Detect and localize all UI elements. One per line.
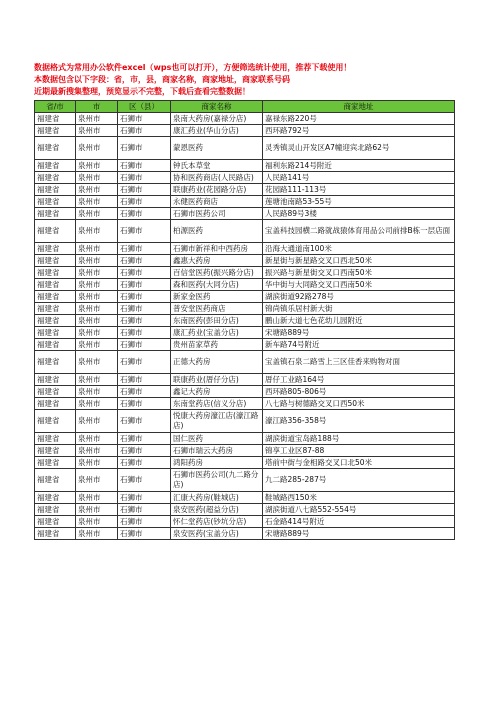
cell-merchant-name: 国仁医药 (171, 433, 263, 445)
cell-city: 泉州市 (76, 160, 118, 172)
table-row (35, 410, 455, 433)
notice-line-format: 数据格式为常用办公软件excel（wps也可以打开），方便筛选统计使用，推荐下载使用！ (34, 63, 352, 72)
cell-merchant-name: 汇康大药房(鞋城店) (171, 492, 263, 504)
table-row (35, 469, 455, 492)
cell-district: 石狮市 (118, 374, 171, 386)
cell-merchant-name: 联康药业(厝仔分店) (171, 374, 263, 386)
cell-merchant-address: 花园路111-113号 (263, 184, 455, 196)
cell-district: 石狮市 (118, 255, 171, 267)
cell-district: 石狮市 (118, 125, 171, 137)
cell-merchant-name: 柏源医药 (171, 220, 263, 243)
cell-city: 泉州市 (76, 504, 118, 516)
cell-merchant-address: 鹏山新大道七色花幼儿园附近 (263, 315, 455, 327)
cell-province: 福建省 (35, 279, 76, 291)
cell-district: 石狮市 (118, 398, 171, 410)
cell-city: 泉州市 (76, 398, 118, 410)
cell-merchant-name: 钟氏本草堂 (171, 160, 263, 172)
cell-province: 福建省 (35, 255, 76, 267)
table-row (35, 160, 455, 172)
cell-merchant-name: 新家金医药 (171, 291, 263, 303)
cell-merchant-address: 塔前中街与金相路交叉口北50米 (263, 457, 455, 469)
cell-merchant-address: 莲塘池南路53-55号 (263, 196, 455, 208)
header-merchant-address: 商家地址 (263, 101, 455, 113)
header-district: 区（县） (118, 101, 171, 113)
cell-province: 福建省 (35, 208, 76, 220)
cell-city: 泉州市 (76, 516, 118, 528)
cell-district: 石狮市 (118, 196, 171, 208)
cell-district: 石狮市 (118, 172, 171, 184)
cell-province: 福建省 (35, 184, 76, 196)
cell-province: 福建省 (35, 315, 76, 327)
notice-line-preview: 近期最新搜集整理，预览显示不完整，下载后查看完整数据！ (34, 87, 250, 96)
table-row (35, 374, 455, 386)
cell-merchant-address: 湖滨街道八七路552-554号 (263, 504, 455, 516)
table-row (35, 113, 455, 125)
table-row (35, 184, 455, 196)
table-row (35, 445, 455, 457)
cell-merchant-address: 新星街与新星路交叉口西北50米 (263, 255, 455, 267)
cell-merchant-address: 嘉禄东路220号 (263, 113, 455, 125)
cell-merchant-address: 宋塘路889号 (263, 528, 455, 540)
cell-district: 石狮市 (118, 220, 171, 243)
cell-district: 石狮市 (118, 528, 171, 540)
table-row (35, 398, 455, 410)
cell-city: 泉州市 (76, 339, 118, 351)
table-row (35, 492, 455, 504)
cell-merchant-address: 西环路805-806号 (263, 386, 455, 398)
cell-district: 石狮市 (118, 137, 171, 160)
cell-province: 福建省 (35, 516, 76, 528)
cell-merchant-name: 联康药业(花园路分店) (171, 184, 263, 196)
cell-district: 石狮市 (118, 327, 171, 339)
cell-merchant-address: 人民路89号3楼 (263, 208, 455, 220)
table-row (35, 255, 455, 267)
cell-merchant-address: 九二路285-287号 (263, 469, 455, 492)
cell-province: 福建省 (35, 160, 76, 172)
cell-merchant-address: 西环路792号 (263, 125, 455, 137)
cell-city: 泉州市 (76, 492, 118, 504)
cell-district: 石狮市 (118, 279, 171, 291)
cell-province: 福建省 (35, 113, 76, 125)
cell-city: 泉州市 (76, 528, 118, 540)
cell-merchant-name: 泉南大药房(嘉禄分店) (171, 113, 263, 125)
table-row (35, 267, 455, 279)
cell-district: 石狮市 (118, 492, 171, 504)
table-row (35, 196, 455, 208)
cell-merchant-name: 蒙恩医药 (171, 137, 263, 160)
cell-district: 石狮市 (118, 291, 171, 303)
cell-district: 石狮市 (118, 303, 171, 315)
cell-merchant-name: 鸿阳药房 (171, 457, 263, 469)
cell-province: 福建省 (35, 374, 76, 386)
cell-merchant-name: 石狮市新祥和中西药房 (171, 243, 263, 255)
cell-province: 福建省 (35, 469, 76, 492)
cell-province: 福建省 (35, 504, 76, 516)
cell-merchant-address: 沿海大通道南100米 (263, 243, 455, 255)
cell-merchant-address: 锦尚镇乐居村新大街 (263, 303, 455, 315)
cell-merchant-address: 灵秀镇灵山开发区A7幢迎宾北路62号 (263, 137, 455, 160)
cell-merchant-address: 宝盖镇石泉二路雪上三区佳香来购物对面 (263, 351, 455, 374)
cell-merchant-address: 石金路414号附近 (263, 516, 455, 528)
cell-merchant-name: 东南医药(彭田分店) (171, 315, 263, 327)
cell-city: 泉州市 (76, 410, 118, 433)
header-merchant-name: 商家名称 (171, 101, 263, 113)
cell-district: 石狮市 (118, 267, 171, 279)
table-row (35, 386, 455, 398)
cell-merchant-address: 人民路141号 (263, 172, 455, 184)
cell-district: 石狮市 (118, 504, 171, 516)
cell-district: 石狮市 (118, 410, 171, 433)
cell-city: 泉州市 (76, 457, 118, 469)
cell-merchant-name: 石狮市医药公司(九二路分店) (171, 469, 263, 492)
merchant-table (34, 100, 455, 540)
table-row (35, 279, 455, 291)
cell-merchant-address: 厝仔工业路164号 (263, 374, 455, 386)
cell-province: 福建省 (35, 339, 76, 351)
table-row (35, 457, 455, 469)
cell-district: 石狮市 (118, 516, 171, 528)
cell-merchant-name: 森和医药(大同分店) (171, 279, 263, 291)
cell-merchant-name: 泉安医药(宝盖分店) (171, 528, 263, 540)
table-row (35, 528, 455, 540)
table-row (35, 291, 455, 303)
cell-merchant-name: 协和医药商店(人民路店) (171, 172, 263, 184)
cell-merchant-address: 宝盖科技园横二路就战猿体育用品公司前排B栋一层店面 (263, 220, 455, 243)
cell-province: 福建省 (35, 327, 76, 339)
cell-province: 福建省 (35, 492, 76, 504)
table-row (35, 172, 455, 184)
cell-city: 泉州市 (76, 243, 118, 255)
notice-block (34, 62, 474, 98)
cell-province: 福建省 (35, 445, 76, 457)
cell-city: 泉州市 (76, 125, 118, 137)
cell-merchant-address: 福利东路214号附近 (263, 160, 455, 172)
cell-district: 石狮市 (118, 386, 171, 398)
cell-city: 泉州市 (76, 220, 118, 243)
cell-district: 石狮市 (118, 160, 171, 172)
cell-merchant-name: 悦康大药房濠江店(濠江路店) (171, 410, 263, 433)
cell-city: 泉州市 (76, 351, 118, 374)
table-row (35, 137, 455, 160)
table-row (35, 339, 455, 351)
table-row (35, 351, 455, 374)
cell-city: 泉州市 (76, 433, 118, 445)
cell-city: 泉州市 (76, 196, 118, 208)
cell-city: 泉州市 (76, 184, 118, 196)
cell-merchant-address: 宋塘路889号 (263, 327, 455, 339)
cell-province: 福建省 (35, 528, 76, 540)
cell-merchant-address: 华中街与大同路交叉口西南50米 (263, 279, 455, 291)
cell-merchant-address: 湖滨街道宝岛路188号 (263, 433, 455, 445)
cell-province: 福建省 (35, 303, 76, 315)
cell-merchant-address: 鞋城路西150米 (263, 492, 455, 504)
cell-province: 福建省 (35, 125, 76, 137)
cell-province: 福建省 (35, 351, 76, 374)
cell-province: 福建省 (35, 433, 76, 445)
cell-city: 泉州市 (76, 267, 118, 279)
cell-district: 石狮市 (118, 208, 171, 220)
cell-province: 福建省 (35, 386, 76, 398)
cell-province: 福建省 (35, 267, 76, 279)
table-row (35, 208, 455, 220)
cell-province: 福建省 (35, 220, 76, 243)
table-row (35, 504, 455, 516)
cell-merchant-address: 湖滨街道92路278号 (263, 291, 455, 303)
cell-city: 泉州市 (76, 208, 118, 220)
cell-merchant-name: 康汇药业(华山分店) (171, 125, 263, 137)
cell-merchant-address: 新车路74号附近 (263, 339, 455, 351)
cell-city: 泉州市 (76, 386, 118, 398)
cell-district: 石狮市 (118, 469, 171, 492)
table-row (35, 220, 455, 243)
cell-district: 石狮市 (118, 339, 171, 351)
cell-province: 福建省 (35, 457, 76, 469)
cell-merchant-name: 永健医药商店 (171, 196, 263, 208)
cell-city: 泉州市 (76, 279, 118, 291)
cell-district: 石狮市 (118, 243, 171, 255)
table-header-row (35, 101, 455, 113)
cell-province: 福建省 (35, 196, 76, 208)
cell-merchant-name: 百信堂医药(振兴路分店) (171, 267, 263, 279)
cell-merchant-name: 怀仁堂药店(钞坑分店) (171, 516, 263, 528)
cell-merchant-address: 锦享工业区87-88 (263, 445, 455, 457)
cell-merchant-name: 东南堂药店(信义分店) (171, 398, 263, 410)
cell-province: 福建省 (35, 243, 76, 255)
table-row (35, 243, 455, 255)
table-row (35, 303, 455, 315)
cell-merchant-name: 贵州苗家草药 (171, 339, 263, 351)
cell-city: 泉州市 (76, 315, 118, 327)
cell-merchant-name: 鑫惠大药房 (171, 255, 263, 267)
cell-district: 石狮市 (118, 457, 171, 469)
cell-merchant-address: 濠江路356-358号 (263, 410, 455, 433)
notice-line-fields: 本数据包含以下字段：省，市，县，商家名称，商家地址，商家联系号码 (34, 75, 290, 84)
cell-province: 福建省 (35, 410, 76, 433)
cell-merchant-address: 八七路与树德路交叉口西50米 (263, 398, 455, 410)
header-city: 市 (76, 101, 118, 113)
table-row (35, 327, 455, 339)
cell-district: 石狮市 (118, 315, 171, 327)
table-row (35, 433, 455, 445)
cell-district: 石狮市 (118, 445, 171, 457)
cell-city: 泉州市 (76, 303, 118, 315)
cell-merchant-name: 石狮市医药公司 (171, 208, 263, 220)
cell-district: 石狮市 (118, 351, 171, 374)
cell-merchant-name: 石狮市瑞云大药房 (171, 445, 263, 457)
cell-province: 福建省 (35, 137, 76, 160)
cell-city: 泉州市 (76, 172, 118, 184)
cell-merchant-name: 泉安医药(超益分店) (171, 504, 263, 516)
cell-city: 泉州市 (76, 137, 118, 160)
cell-district: 石狮市 (118, 113, 171, 125)
cell-merchant-name: 鑫记大药房 (171, 386, 263, 398)
cell-city: 泉州市 (76, 255, 118, 267)
table-row (35, 125, 455, 137)
cell-merchant-name: 康汇药业(宝盖分店) (171, 327, 263, 339)
cell-merchant-address: 振兴路与新星街交叉口西南50米 (263, 267, 455, 279)
cell-merchant-name: 普安堂医药商店 (171, 303, 263, 315)
cell-district: 石狮市 (118, 433, 171, 445)
cell-city: 泉州市 (76, 469, 118, 492)
cell-province: 福建省 (35, 291, 76, 303)
cell-city: 泉州市 (76, 113, 118, 125)
cell-province: 福建省 (35, 398, 76, 410)
cell-district: 石狮市 (118, 184, 171, 196)
cell-city: 泉州市 (76, 445, 118, 457)
cell-province: 福建省 (35, 172, 76, 184)
header-province: 省/市 (35, 101, 76, 113)
table-row (35, 315, 455, 327)
cell-city: 泉州市 (76, 374, 118, 386)
table-row (35, 516, 455, 528)
cell-merchant-name: 正德大药房 (171, 351, 263, 374)
cell-city: 泉州市 (76, 291, 118, 303)
cell-city: 泉州市 (76, 327, 118, 339)
